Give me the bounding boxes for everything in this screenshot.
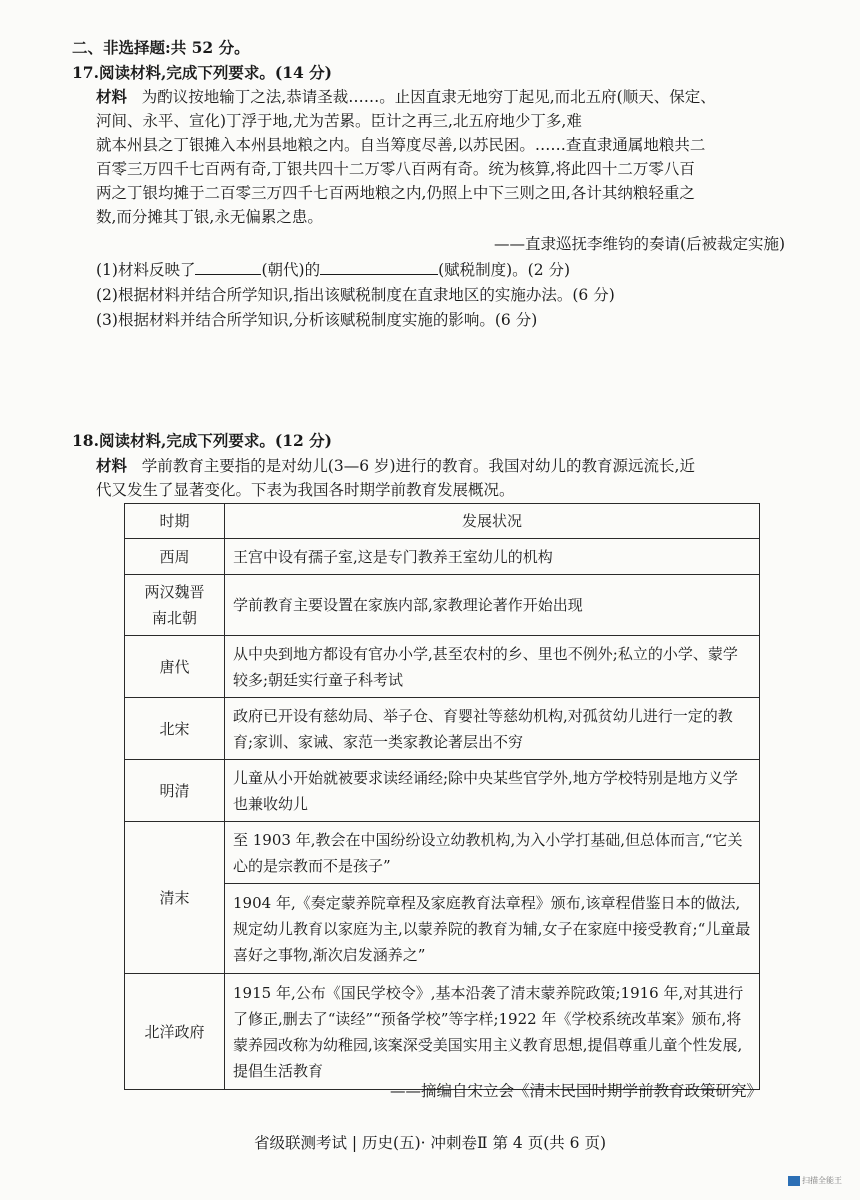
table-cell-status: 学前教育主要设置在家族内部,家教理论著作开始出现 xyxy=(225,575,760,636)
q17-source: ——直隶巡抚李维钧的奏请(后被裁定实施) xyxy=(494,235,786,253)
q17-sub1: (1)材料反映了 (朝代)的 (赋税制度)。(2 分) xyxy=(96,261,571,279)
table-cell-period: 唐代 xyxy=(125,636,225,698)
q18-header: 18.阅读材料,完成下列要求。(12 分) xyxy=(72,431,332,450)
q17-material-line-4: 百零三万四千七百两有奇,丁银共四十二万零八百两有奇。统为核算,将此四十二万零八百 xyxy=(96,160,695,178)
table-row xyxy=(125,575,760,636)
table-row xyxy=(125,822,760,884)
table-row xyxy=(125,698,760,760)
q17-material-line-6: 数,而分摊其丁银,永无偏累之患。 xyxy=(96,208,323,226)
q17-material-line-5: 两之丁银均摊于二百零三万四千七百两地粮之内,仍照上中下三则之田,各计其纳粮轻重之 xyxy=(96,184,695,202)
section-title: 二、非选择题:共 52 分。 xyxy=(72,38,250,57)
table-cell-status: 1915 年,公布《国民学校令》,基本沿袭了清末蒙养院政策;1916 年,对其进行了修正,删去了“读经”“预备学校”等字样;1922 年《学校系统改革案》颁布,将蒙养园改称为幼稚园,该案深受美国实用主义教育思想,提倡尊重儿童个性发展,提倡生活教育 xyxy=(225,974,760,1090)
scanner-logo-icon xyxy=(788,1176,800,1186)
table-cell-period: 两汉魏晋南北朝 xyxy=(125,575,225,636)
table-cell-status: 从中央到地方都设有官办小学,甚至农村的乡、里也不例外;私立的小学、蒙学较多;朝廷实行童子科考试 xyxy=(225,636,760,698)
table-cell-status: 王宫中设有孺子室,这是专门教养王室幼儿的机构 xyxy=(225,539,760,575)
table-cell-period: 西周 xyxy=(125,539,225,575)
q17-header: 17.阅读材料,完成下列要求。(14 分) xyxy=(72,63,332,82)
education-development-table xyxy=(124,503,760,1090)
page-footer: 省级联测考试 | 历史(五)· 冲刺卷Ⅱ 第 4 页(共 6 页) xyxy=(253,1134,606,1152)
table-row xyxy=(125,636,760,698)
scanner-watermark: 扫描全能王 xyxy=(788,1175,842,1186)
table-header-row xyxy=(125,504,760,539)
answer-blank-tax-system[interactable] xyxy=(320,260,438,275)
q18-intro-line-1: 材料 学前教育主要指的是对幼儿(3—6 岁)进行的教育。我国对幼儿的教育源远流长,近 xyxy=(96,457,695,475)
q18-source: ——摘编自宋立会《清末民国时期学前教育政策研究》 xyxy=(390,1082,763,1100)
q18-intro-line-2: 代又发生了显著变化。下表为我国各时期学前教育发展概况。 xyxy=(96,481,515,499)
table-cell-status: 儿童从小开始就被要求读经诵经;除中央某些官学外,地方学校特别是地方义学也兼收幼儿 xyxy=(225,760,760,822)
q17-material-line-2: 河间、永平、宣化)丁浮于地,尤为苦累。臣计之再三,北五府地少丁多,难 xyxy=(96,112,582,130)
table-cell-period: 北洋政府 xyxy=(125,974,225,1090)
q17-material-label: 材料 xyxy=(96,88,128,106)
table-row xyxy=(125,974,760,1090)
table-cell-status: 至 1903 年,教会在中国纷纷设立幼教机构,为入小学打基础,但总体而言,“它关心的是宗教而不是孩子” xyxy=(225,822,760,884)
table-row xyxy=(125,760,760,822)
q17-material-line-3: 就本州县之丁银摊入本州县地粮之内。自当筹度尽善,以苏民困。……查直隶通属地粮共二 xyxy=(96,136,706,154)
table-cell-status: 1904 年,《奏定蒙养院章程及家庭教育法章程》颁布,该章程借鉴日本的做法,规定幼儿教育以家庭为主,以蒙养院的教育为辅,女子在家庭中接受教育;“儿童最喜好之事物,渐次启发涵养之” xyxy=(225,884,760,974)
table-cell-period: 北宋 xyxy=(125,698,225,760)
table-header-period: 时期 xyxy=(125,504,225,539)
q17-sub2: (2)根据材料并结合所学知识,指出该赋税制度在直隶地区的实施办法。(6 分) xyxy=(96,286,615,304)
table-cell-status: 政府已开设有慈幼局、举子仓、育婴社等慈幼机构,对孤贫幼儿进行一定的教育;家训、家诫、家范一类家教论著层出不穷 xyxy=(225,698,760,760)
answer-blank-dynasty[interactable] xyxy=(195,260,261,275)
q17-sub3: (3)根据材料并结合所学知识,分析该赋税制度实施的影响。(6 分) xyxy=(96,311,538,329)
q17-material-line-1: 材料 为酌议按地输丁之法,恭请圣裁……。止因直隶无地穷丁起见,而北五府(顺天、保定、 xyxy=(96,88,716,106)
q18-material-label: 材料 xyxy=(96,457,128,475)
table-header-status: 发展状况 xyxy=(225,504,760,539)
table-cell-period: 清末 xyxy=(125,822,225,974)
table-row xyxy=(125,539,760,575)
table-cell-period: 明清 xyxy=(125,760,225,822)
